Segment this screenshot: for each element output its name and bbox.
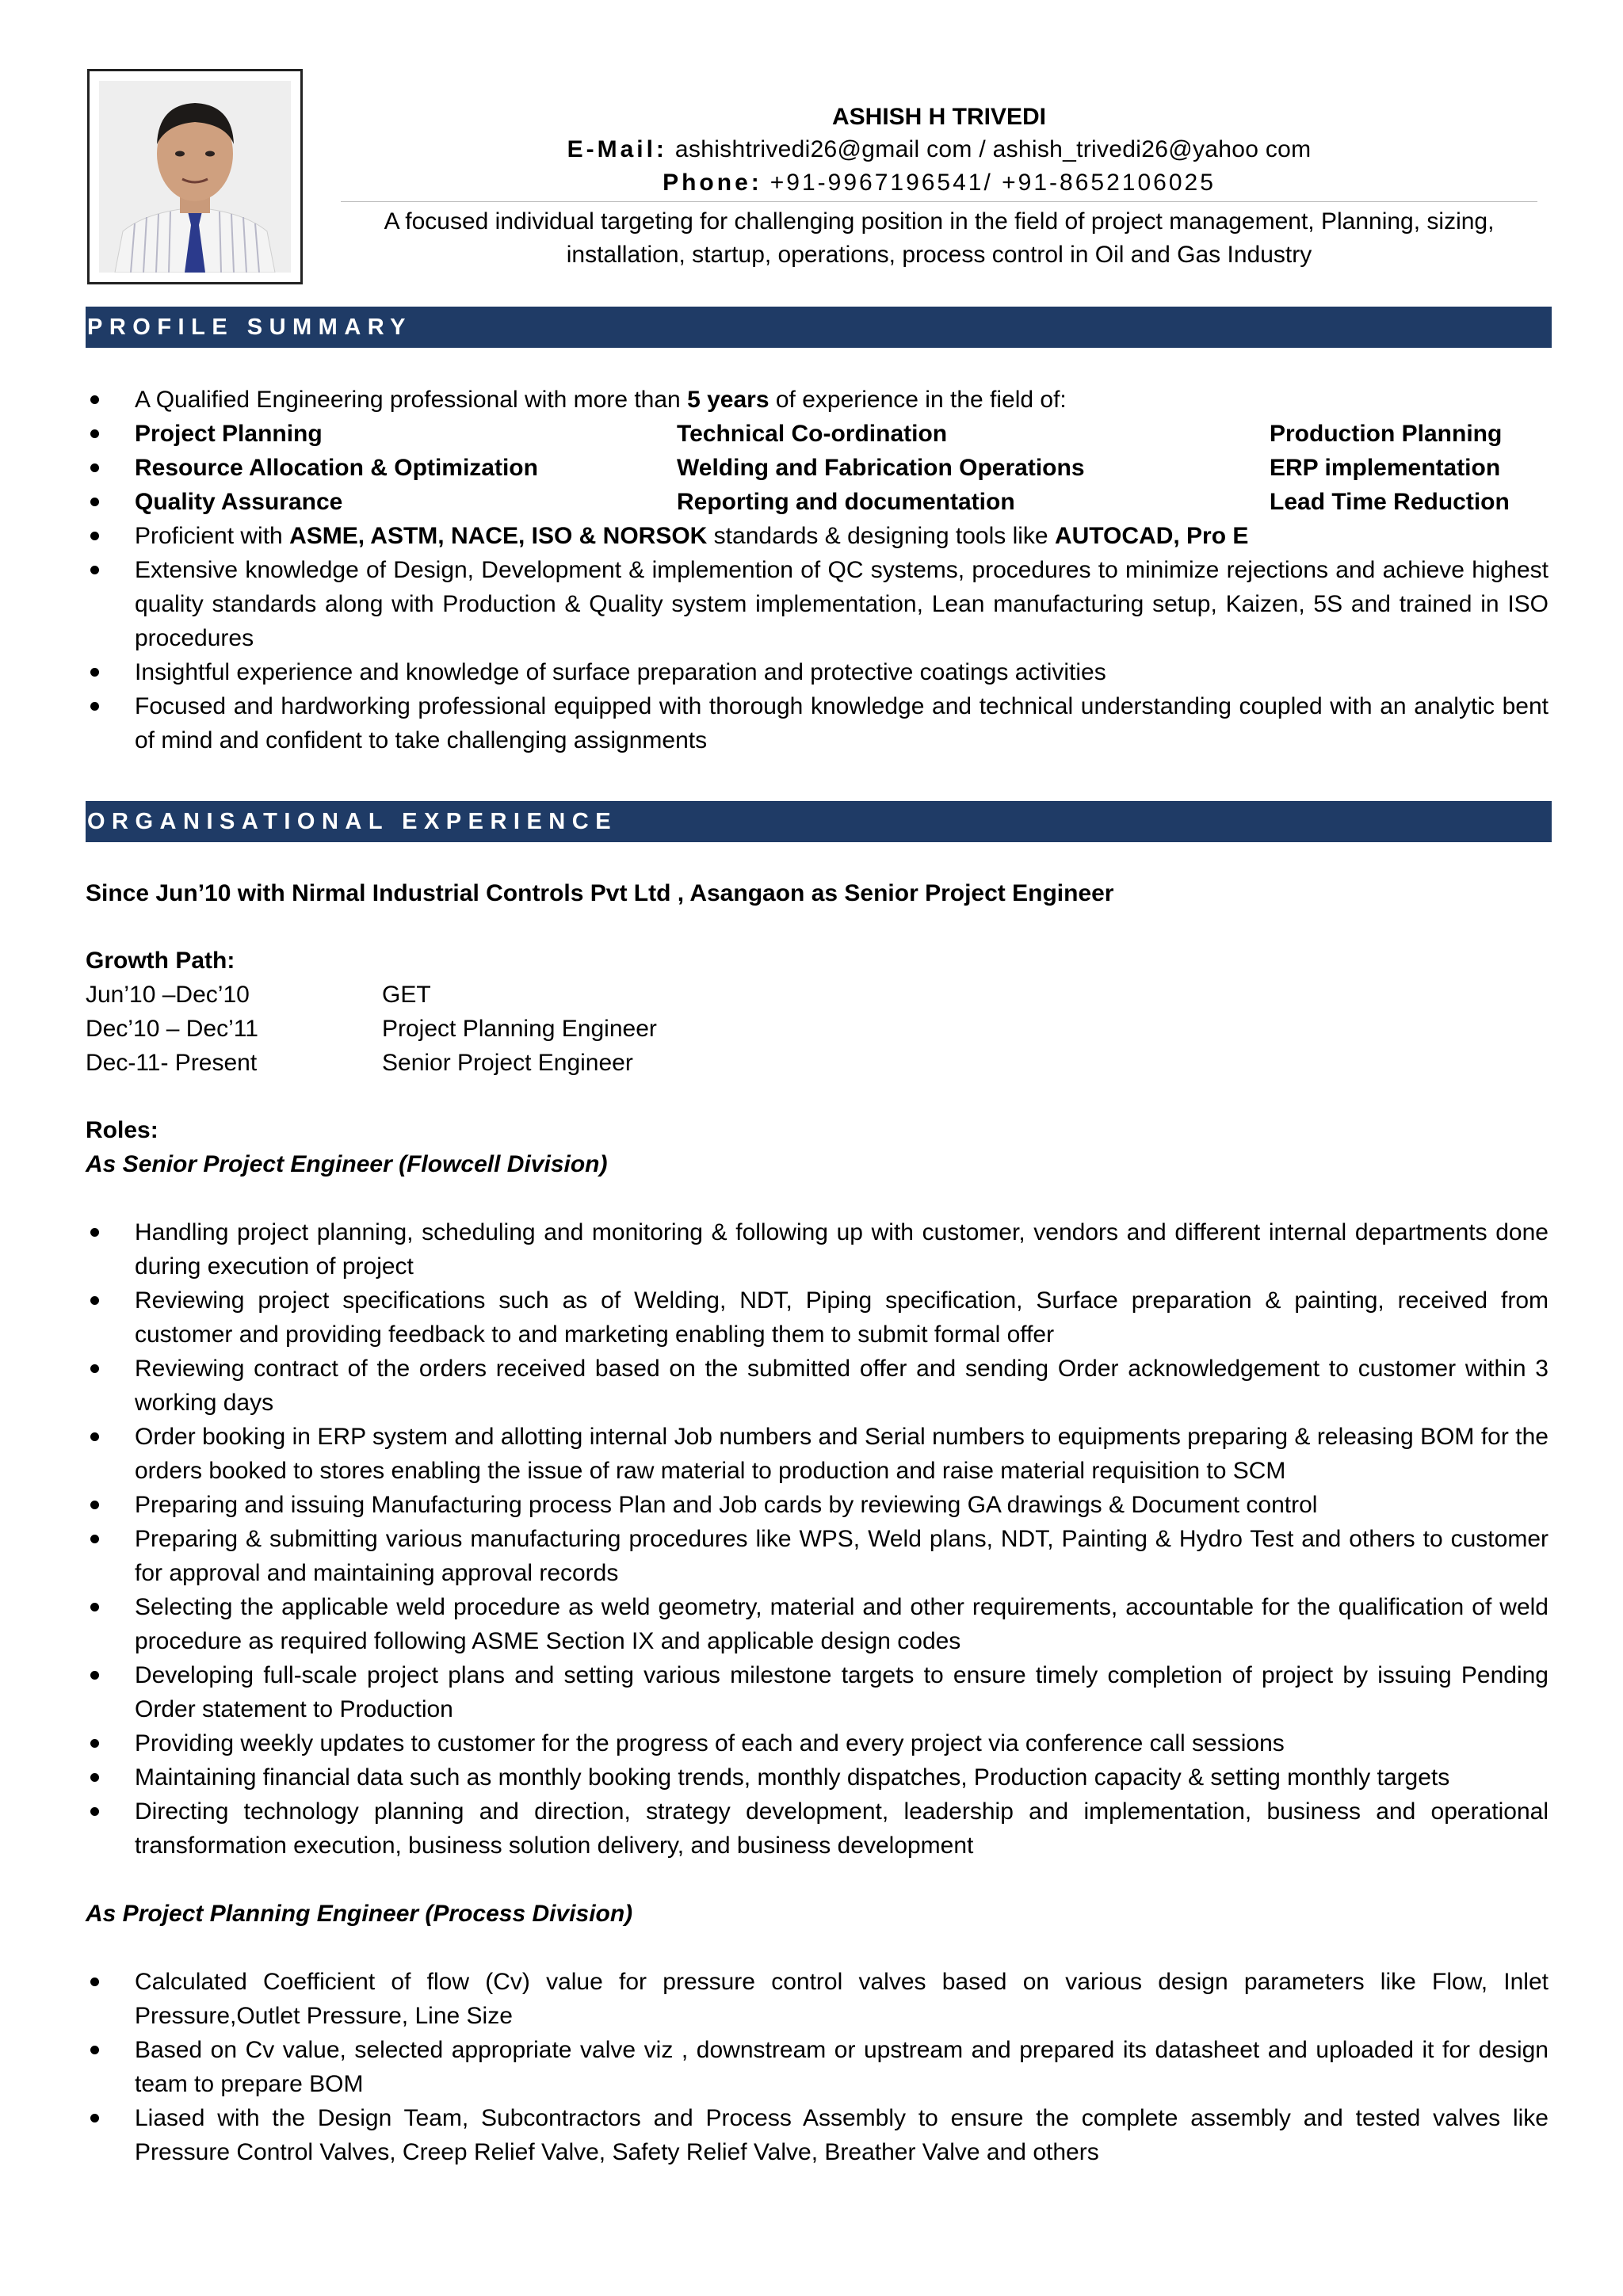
list-item: Reviewing contract of the orders received based on the submitted offer and sending Order acknowledgement to customer within 3 working days xyxy=(86,1352,1549,1420)
section-profile-summary: PROFILE SUMMARY xyxy=(86,307,1552,348)
growth-path-title: Growth Path: xyxy=(86,948,235,974)
skills-row: Resource Allocation & Optimization Welding and Fabrication Operations ERP implementation xyxy=(86,451,1549,485)
list-item: Focused and hardworking professional equipped with thorough knowledge and technical understanding coupled with an analytic bent of mind and confident to take challenging assignments xyxy=(86,689,1549,757)
company-line: Since Jun’10 with Nirmal Industrial Controls Pvt Ltd , Asangaon as Senior Project Engineer xyxy=(86,880,1114,906)
role2-title: As Project Planning Engineer (Process Division) xyxy=(86,1901,633,1927)
email-line xyxy=(341,133,1537,166)
phone-label: Phone: xyxy=(663,170,762,196)
career-objective: A focused individual targeting for challenging position in the field of project management, Planning, sizing, installation, startup, operations, process control in Oil and Gas Industry xyxy=(384,208,1495,268)
profile-photo-frame xyxy=(87,69,303,284)
list-item: Liased with the Design Team, Subcontractors and Process Assembly to ensure the complete assembly and tested valves like Pressure Control Valves, Creep Relief Valve, Safety Relief Valve, Breather Valve and others xyxy=(86,2101,1549,2169)
profile-photo xyxy=(99,81,291,273)
list-item: Calculated Coefficient of flow (Cv) value for pressure control valves based on various design parameters like Flow, Inlet Pressure,Outlet Pressure, Line Size xyxy=(86,1965,1549,2033)
email-value: ashishtrivedi26@gmail com / ashish_trivedi26@yahoo com xyxy=(674,136,1312,162)
list-item: Handling project planning, scheduling and monitoring & following up with customer, vendors and different internal departments done during execution of project xyxy=(86,1215,1549,1283)
header-divider xyxy=(341,201,1537,202)
role2-list xyxy=(86,1965,1549,2169)
contact-header xyxy=(341,101,1537,272)
person-avatar-icon xyxy=(99,81,291,273)
list-item: Providing weekly updates to customer for the progress of each and every project via conference call sessions xyxy=(86,1726,1549,1760)
growth-row: Dec’10 – Dec’11 Project Planning Engineer xyxy=(86,1016,657,1042)
list-item: Directing technology planning and direction, strategy development, leadership and implementation, business and operational transformation execution, business solution delivery, and business development xyxy=(86,1794,1549,1863)
phone-value: +91-9967196541/ +91-8652106025 xyxy=(769,170,1216,196)
growth-row: Jun’10 –Dec’10 GET xyxy=(86,982,431,1008)
list-item: Proficient with ASME, ASTM, NACE, ISO & NORSOK standards & designing tools like AUTOCAD, Pro E xyxy=(86,519,1549,553)
list-item: Selecting the applicable weld procedure as weld geometry, material and other requirements, accountable for the qualification of weld procedure as required following ASME Section IX and applicable design codes xyxy=(86,1590,1549,1658)
list-item: Maintaining financial data such as monthly booking trends, monthly dispatches, Production capacity & setting monthly targets xyxy=(86,1760,1549,1794)
list-item: Insightful experience and knowledge of surface preparation and protective coatings activities xyxy=(86,655,1549,689)
experience-content xyxy=(86,876,1549,2169)
phone-line xyxy=(341,166,1537,200)
list-item: A Qualified Engineering professional with more than 5 years of experience in the field of: xyxy=(86,383,1549,417)
list-item: Reviewing project specifications such as of Welding, NDT, Piping specification, Surface preparation & painting, received from customer and providing feedback to and marketing enabling them to submit formal offer xyxy=(86,1283,1549,1352)
list-item: Extensive knowledge of Design, Development & implemention of QC systems, procedures to minimize rejections and achieve highest quality standards along with Production & Quality system implementation, Lean manufacturing setup, Kaizen, 5S and trained in ISO procedures xyxy=(86,553,1549,655)
skills-row: Project Planning Technical Co-ordination Production Planning xyxy=(86,417,1549,451)
list-item: Preparing and issuing Manufacturing process Plan and Job cards by reviewing GA drawings & Document control xyxy=(86,1488,1549,1522)
roles-title: Roles: xyxy=(86,1117,158,1143)
list-item: Order booking in ERP system and allotting internal Job numbers and Serial numbers to equipments preparing & releasing BOM for the orders booked to stores enabling the issue of raw material to production and raise material requisition to SCM xyxy=(86,1420,1549,1488)
email-label: E-Mail: xyxy=(567,136,667,162)
list-item: Developing full-scale project plans and setting various milestone targets to ensure timely completion of project by issuing Pending Order statement to Production xyxy=(86,1658,1549,1726)
role1-list xyxy=(86,1215,1549,1863)
candidate-name: ASHISH H TRIVEDI xyxy=(831,104,1047,130)
skills-row: Quality Assurance Reporting and documentation Lead Time Reduction xyxy=(86,485,1549,519)
list-item: Preparing & submitting various manufacturing procedures like WPS, Weld plans, NDT, Painting & Hydro Test and others to customer for approval and maintaining approval records xyxy=(86,1522,1549,1590)
list-item: Based on Cv value, selected appropriate valve viz , downstream or upstream and prepared its datasheet and uploaded it for design team to prepare BOM xyxy=(86,2033,1549,2101)
role1-title: As Senior Project Engineer (Flowcell Division) xyxy=(86,1151,608,1177)
growth-row: Dec-11- Present Senior Project Engineer xyxy=(86,1050,633,1076)
profile-summary-content xyxy=(86,383,1549,757)
section-organisational-experience: ORGANISATIONAL EXPERIENCE xyxy=(86,801,1552,842)
